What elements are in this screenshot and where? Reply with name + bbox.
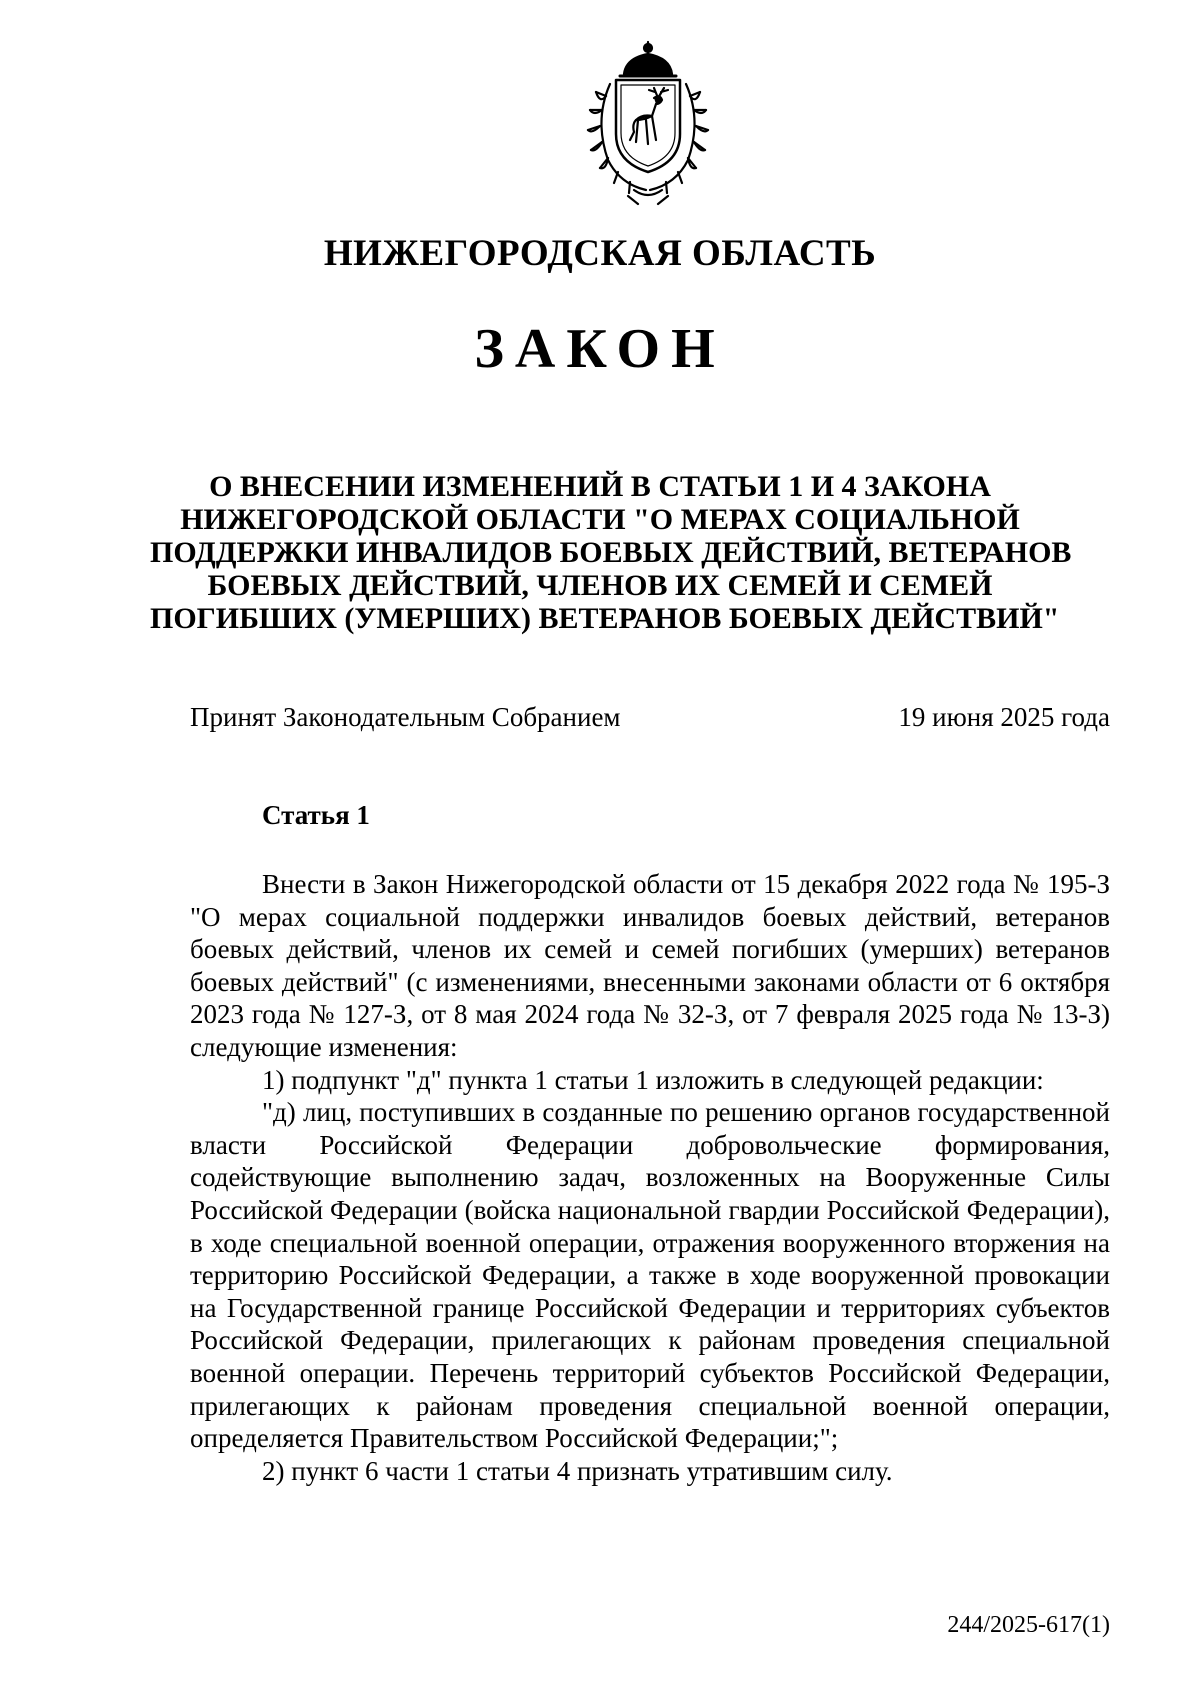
adopted-by: Принят Законодательным Собранием bbox=[190, 702, 621, 732]
document-number: 244/2025-617(1) bbox=[947, 1612, 1110, 1638]
law-title bbox=[150, 470, 1072, 635]
region-name: НИЖЕГОРОДСКАЯ ОБЛАСТЬ bbox=[323, 233, 877, 274]
law-title-line: НИЖЕГОРОДСКОЙ ОБЛАСТИ "О МЕРАХ СОЦИАЛЬНОЙ bbox=[180, 503, 1020, 536]
coat-of-arms-icon bbox=[576, 40, 720, 208]
law-title-line: ПОГИБШИХ (УМЕРШИХ) ВЕТЕРАНОВ БОЕВЫХ ДЕЙСТВИЙ" bbox=[150, 602, 1060, 635]
article-heading: Статья 1 bbox=[262, 800, 370, 830]
law-title-line: О ВНЕСЕНИИ ИЗМЕНЕНИЙ В СТАТЬИ 1 И 4 ЗАКОНА bbox=[209, 470, 991, 503]
adoption-date: 19 июня 2025 года bbox=[898, 702, 1110, 732]
article-paragraph: "д) лиц, поступивших в созданные по решению органов государственной власти Российской Федерации добровольческие формирования, содействующие выполнению задач, возложенных на Вооруженные Силы Российской Федерации (войска национальной гвардии Российской Федерации), в ходе специальной военной операции, отражения вооруженного вторжения на территорию Российской Федерации, а также в ходе вооруженной провокации на Государственной границе Российской Федерации и территориях субъектов Российской Федерации, прилегающих к районам проведения специальной военной операции. Перечень территорий субъектов Российской Федерации, прилегающих к районам проведения специальной военной операции, определяется Правительством Российской Федерации;"; bbox=[190, 1097, 1110, 1454]
document-type: ЗАКОН bbox=[474, 318, 726, 380]
article-paragraph: 2) пункт 6 части 1 статьи 4 признать утратившим силу. bbox=[262, 1455, 893, 1486]
article-paragraph: Внести в Закон Нижегородской области от 15 декабря 2022 года № 195-З "О мерах социальной поддержки инвалидов боевых действий, ветеранов боевых действий, членов их семей и семей погибших (умерших) ветеранов боевых действий" (с изменениями, внесенными законами области от 6 октября 2023 года № 127-З, от 8 мая 2024 года № 32-З, от 7 февраля 2025 года № 13-З) следующие изменения: bbox=[190, 869, 1110, 1062]
law-title-line: ПОДДЕРЖКИ ИНВАЛИДОВ БОЕВЫХ ДЕЙСТВИЙ, ВЕТЕРАНОВ bbox=[150, 536, 1072, 569]
law-title-line: БОЕВЫХ ДЕЙСТВИЙ, ЧЛЕНОВ ИХ СЕМЕЙ И СЕМЕЙ bbox=[207, 569, 993, 602]
article-body bbox=[190, 868, 1110, 1487]
article-paragraph: 1) подпункт "д" пункта 1 статьи 1 изложить в следующей редакции: bbox=[262, 1064, 1044, 1095]
